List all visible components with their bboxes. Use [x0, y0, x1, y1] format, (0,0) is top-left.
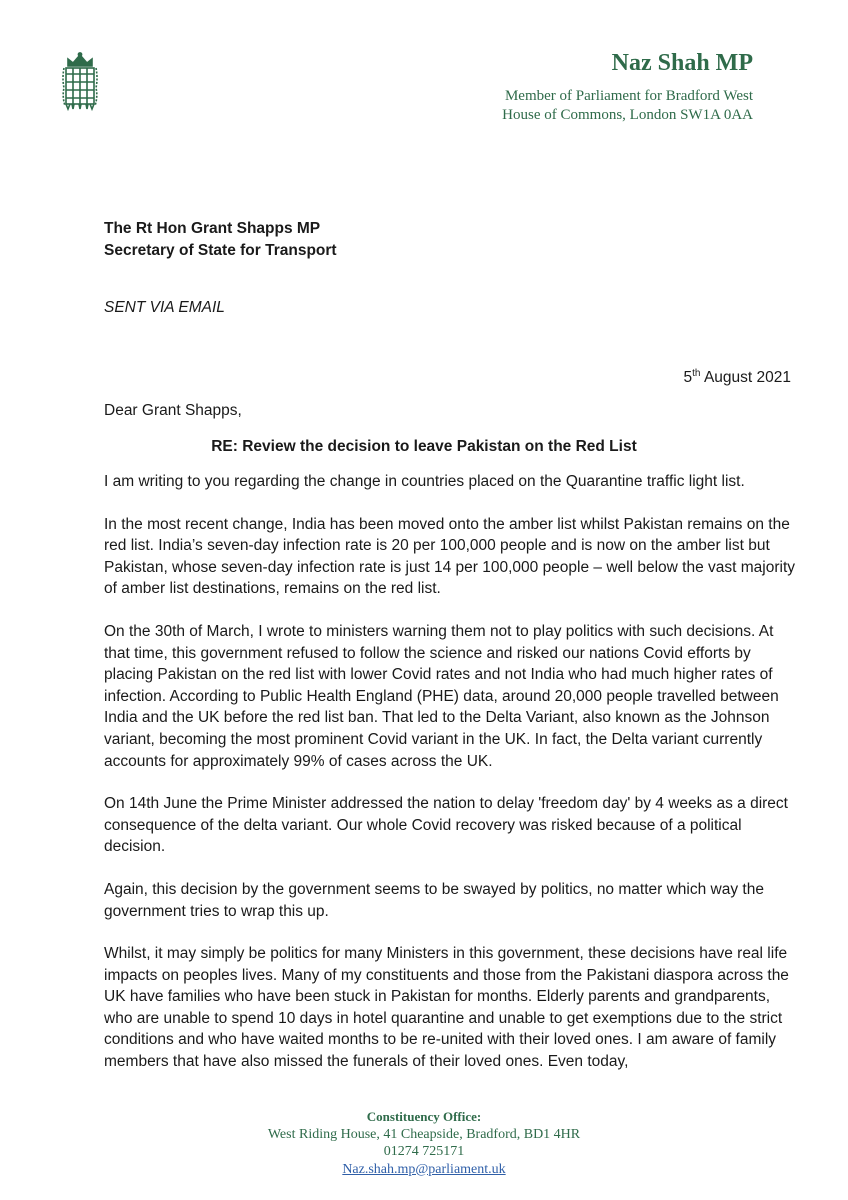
- sent-via-note: SENT VIA EMAIL: [104, 299, 225, 316]
- letter-date: [684, 368, 791, 387]
- subject-line: RE: Review the decision to leave Pakistan on the Red List: [211, 438, 637, 455]
- mp-name: Naz Shah MP: [611, 50, 753, 76]
- footer-title: Constituency Office:: [366, 1109, 482, 1124]
- recipient-name: The Rt Hon Grant Shapps MP: [104, 220, 321, 237]
- recipient-title: Secretary of State for Transport: [104, 242, 337, 259]
- mp-role: Member of Parliament for Bradford West: [504, 88, 753, 104]
- salutation: Dear Grant Shapps,: [104, 402, 242, 419]
- recipient-block: [104, 218, 337, 262]
- date-day: 5: [683, 369, 693, 387]
- letterhead: [502, 50, 753, 125]
- paragraph: I am writing to you regarding the change in countries placed on the Quarantine traffic light list.: [104, 473, 745, 490]
- paragraph: Whilst, it may simply be politics for many Ministers in this government, these decisions have real life impacts on peoples lives. Many of my constituents and those from the Pakistani diaspora across the UK have families who have been stuck in Pakistan for months. Elderly parents and grandparents, who are unable to spend 10 days in hotel quarantine and unable to get exemptions due to the strict conditions and who have waited months to be re-united with their loved ones. I am aware of family members that have also missed the funerals of their loved ones. Even today,: [104, 945, 789, 1071]
- date-rest: August 2021: [703, 369, 791, 387]
- letter-body: [104, 471, 796, 1094]
- footer-address: West Riding House, 41 Cheapside, Bradford, BD1 4HR: [267, 1126, 581, 1142]
- footer: [0, 1108, 848, 1178]
- mp-address: House of Commons, London SW1A 0AA: [502, 107, 753, 123]
- paragraph: In the most recent change, India has been moved onto the amber list whilst Pakistan remains on the red list. India’s seven-day infection rate is 20 per 100,000 people and is now on the amber list but Pakistan, whose seven-day infection rate is just 14 per 100,000 people – well below the vast majority of amber list destinations, remains on the red list.: [104, 515, 795, 598]
- portcullis-icon: [62, 52, 98, 112]
- paragraph: On 14th June the Prime Minister addressed the nation to delay 'freedom day' by 4 weeks as a direct consequence of the delta variant. Our whole Covid recovery was risked because of a political decision.: [104, 795, 788, 856]
- paragraph: Again, this decision by the government seems to be swayed by politics, no matter which way the government tries to wrap this up.: [104, 880, 764, 920]
- footer-phone: 01274 725171: [383, 1144, 465, 1159]
- paragraph: On the 30th of March, I wrote to ministers warning them not to play politics with such decisions. At that time, this government refused to follow the science and risked our nations Covid efforts by placing Pakistan on the red list with lower Covid rates and not India who had much higher rates of infection. According to Public Health England (PHE) data, around 20,000 people travelled between India and the UK before the red list ban. That led to the Delta Variant, also known as the Johnson variant, becoming the most prominent Covid variant in the UK. In fact, the Delta variant currently accounts for approximately 99% of cases across the UK.: [104, 622, 779, 770]
- footer-email-link[interactable]: Naz.shah.mp@parliament.uk: [342, 1161, 506, 1177]
- date-suffix: th: [692, 368, 701, 379]
